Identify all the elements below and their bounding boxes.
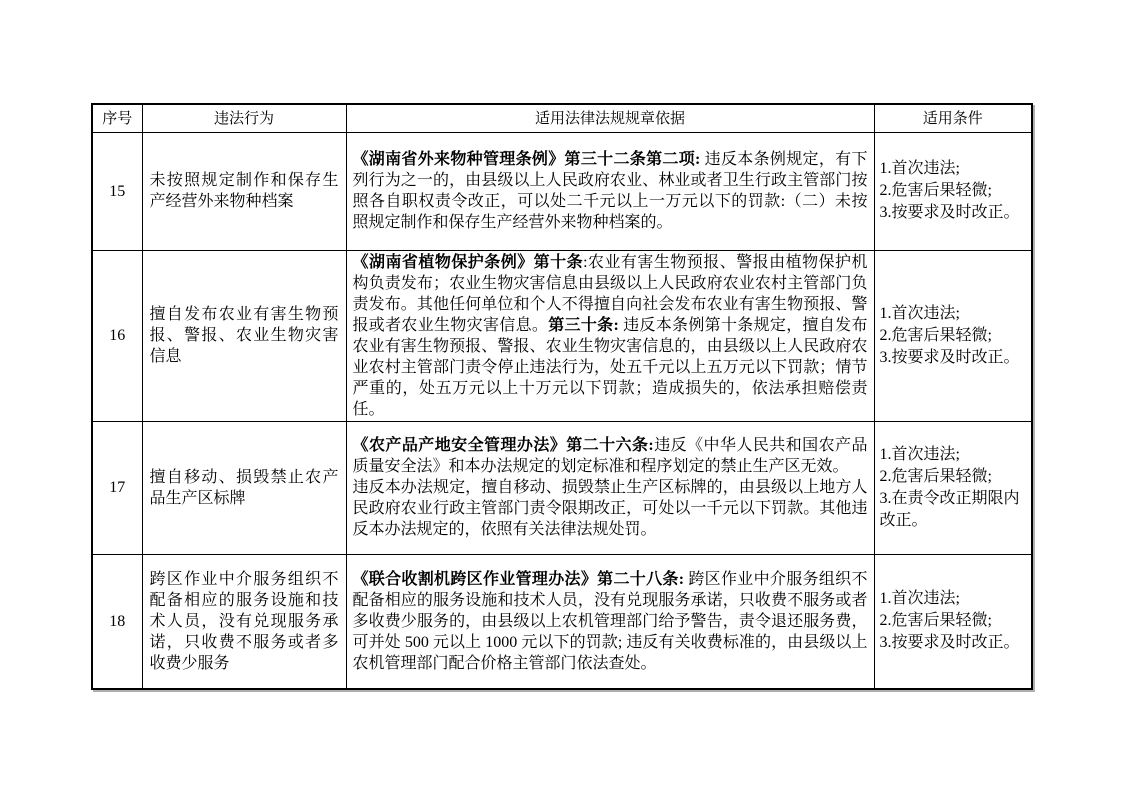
legal-basis-cell [346,132,874,250]
legal-basis-paragraph [353,435,868,477]
law-title: 《湖南省植物保护条例》第十条 [352,253,584,271]
law-title: 《农产品产地安全管理办法》第二十六条: [352,437,654,454]
conditions-cell [874,132,1032,250]
violation-cell: 擅自移动、损毁禁止农产品生产区标牌 [142,421,346,554]
legal-basis-cell [346,421,874,554]
table-row [92,554,1032,689]
condition-item: 2.危害后果轻微; [879,326,992,344]
table-row [92,250,1032,421]
legal-basis-paragraph [353,569,868,674]
conditions-cell [874,421,1032,554]
condition-item: 2.危害后果轻微; [879,612,992,630]
condition-item: 1.首次违法; [879,445,960,463]
law-text: 违反本办法规定，擅自移动、损毁禁止生产区标牌的，由县级以上地方人民政府农业行政主管部门责令限期改正，可处以一千元以下罚款。其他违反本办法规定的，依照有关法律法规处罚。 [352,479,868,538]
condition-item: 1.首次违法; [879,590,960,608]
law-title: 《联合收割机跨区作业管理办法》第二十八条: [352,570,685,588]
condition-item: 2.危害后果轻微; [879,182,992,199]
header-legal-basis: 适用法律法规规章依据 [346,104,874,132]
law-text: 违反《中华人民共和国农产品质量安全法》和本办法规定的划定标准和程序划定的禁止生产区无效。 [352,437,868,475]
legal-basis-paragraph [353,252,868,420]
serial-number-cell: 17 [92,421,142,554]
violation-cell: 跨区作业中介服务组织不配备相应的服务设施和技术人员，没有兑现服务承诺，只收费不服务或者多收费少服务 [142,554,346,689]
conditions-cell [874,554,1032,689]
legal-basis-paragraph [353,477,868,540]
serial-number-cell: 16 [92,250,142,421]
legal-basis-cell [346,250,874,421]
regulation-table [91,103,1033,690]
legal-basis-paragraph [353,149,868,233]
condition-item: 1.首次违法; [879,160,960,177]
legal-basis-cell [346,554,874,689]
conditions-cell [874,250,1032,421]
condition-item: 1.首次违法; [879,304,960,322]
violation-cell: 擅自发布农业有害生物预报、警报、农业生物灾害信息 [142,250,346,421]
header-conditions: 适用条件 [874,104,1032,132]
condition-item: 3.按要求及时改正。 [879,348,1020,366]
condition-item: 2.危害后果轻微; [879,467,992,485]
serial-number-cell: 15 [92,132,142,250]
violation-cell: 未按照规定制作和保存生产经营外来物种档案 [142,132,346,250]
law-title: 第三十条: [548,316,619,334]
table-row [92,421,1032,554]
condition-item: 3.按要求及时改正。 [879,634,1020,652]
table-row [92,132,1032,250]
law-text: 违反本条例规定，有下列行为之一的，由县级以上人民政府农业、林业或者卫生行政主管部门按照各自职权责令改正，可以处二千元以上一万元以下的罚款:（二）未按照规定制作和保存生产经营外来物种档案的。 [352,151,868,231]
table-body [92,132,1032,689]
law-text: :农业有害生物预报、警报由植物保护机构负责发布；农业生物灾害信息由县级以上人民政府农业农村主管部门负责发布。其他任何单位和个人不得擅自向社会发布农业有害生物预报、警报或者农业生物灾害信息。 [352,253,868,334]
header-serial-number: 序号 [92,104,142,132]
table-header-row [92,104,1032,132]
header-violation: 违法行为 [142,104,346,132]
law-text: 违反本条例第十条规定，擅自发布农业有害生物预报、警报、农业生物灾害信息的，由县级以上人民政府农业农村主管部门责令停止违法行为，处五千元以上五万元以下罚款；情节严重的，处五万元以上十万元以下罚款；造成损失的，依法承担赔偿责任。 [352,316,868,418]
law-title: 《湖南省外来物种管理条例》第三十二条第二项: [352,151,701,168]
condition-item: 3.按要求及时改正。 [879,204,1020,221]
law-text: 跨区作业中介服务组织不配备相应的服务设施和技术人员，没有兑现服务承诺，只收费不服务或者多收费少服务的，由县级以上农机管理部门给予警告，责令退还服务费，可并处 500 元以上 1000 元以下的罚款; 违反有关收费标准的，由县级以上农机管理部门配合价格主管部门依法查处。 [352,570,868,672]
condition-item: 3.在责令改正期限内改正。 [879,489,1020,529]
serial-number-cell: 18 [92,554,142,689]
